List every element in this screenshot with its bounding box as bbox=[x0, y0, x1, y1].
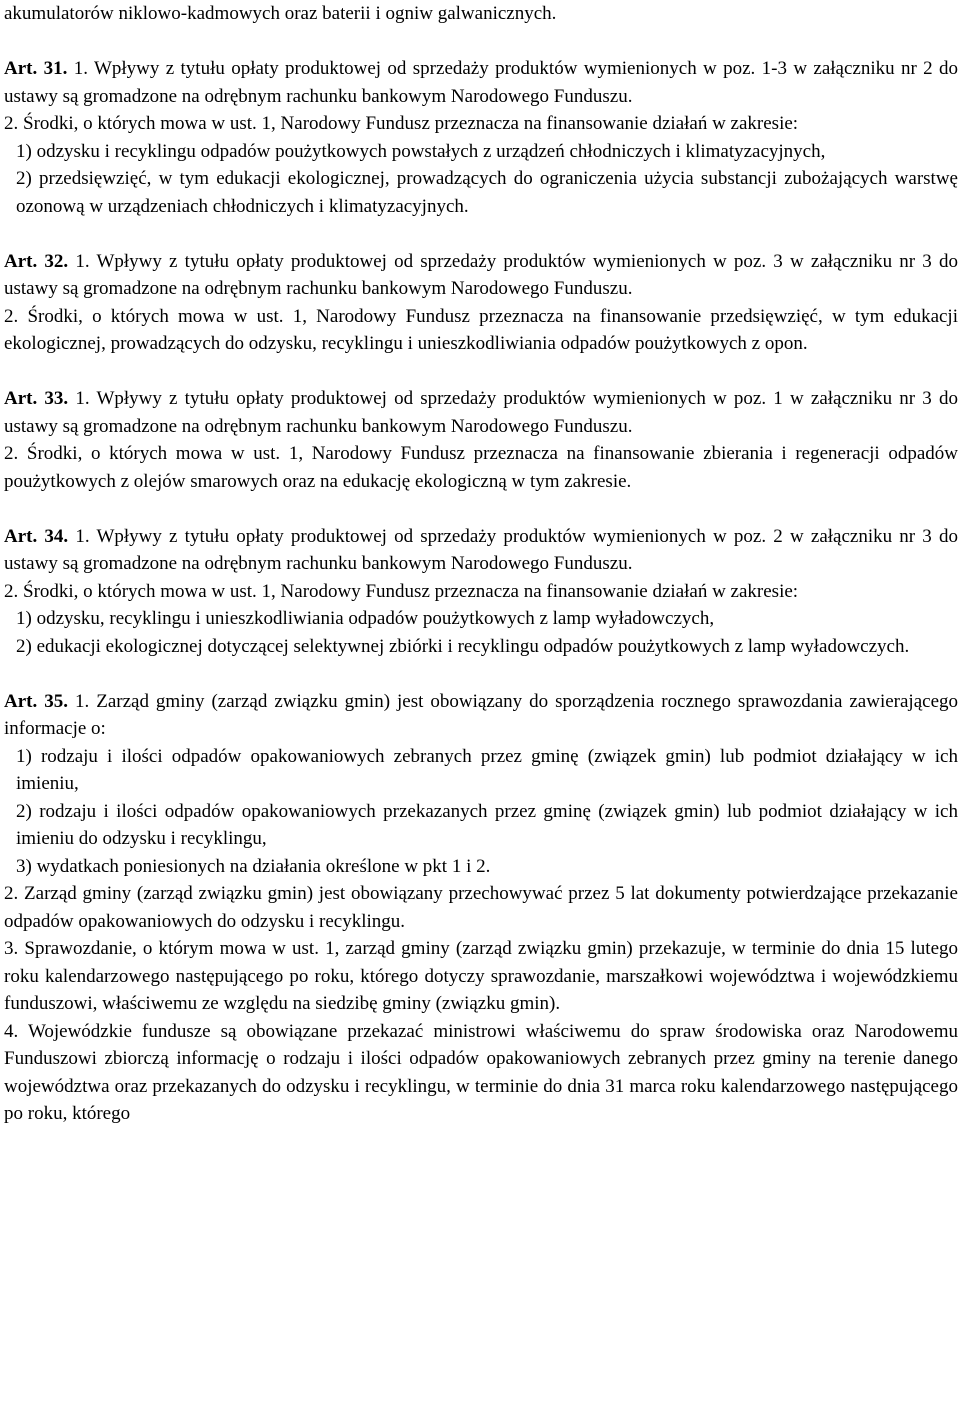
article-34-para-2: 2. Środki, o których mowa w ust. 1, Narodowy Fundusz przeznacza na finansowanie działań w zakresie: bbox=[4, 580, 799, 602]
article-31-para-2: 2. Środki, o których mowa w ust. 1, Narodowy Fundusz przeznacza na finansowanie działań w zakresie: bbox=[4, 113, 799, 134]
article-31-para-1-text: 1. Wpływy z tytułu opłaty produktowej od sprzedaży produktów wymienionych w poz. 1-3 w załączniku nr 2 do ustawy są gromadzone na odrębnym rachunku bankowym Narodowego Funduszu. bbox=[4, 58, 958, 107]
article-34-item-2: 2) edukacji ekologicznej dotyczącej selektywnej zbiórki i recyklingu odpadów poużytkowych z lamp wyładowczych. bbox=[16, 635, 910, 657]
continued-text: akumulatorów niklowo-kadmowych oraz baterii i ogniw galwanicznych. bbox=[4, 3, 557, 24]
article-35-item-3: 3) wydatkach poniesionych na działania określone w pkt 1 i 2. bbox=[16, 855, 491, 877]
article-32 bbox=[4, 248, 958, 358]
article-34-para-1-text: 1. Wpływy z tytułu opłaty produktowej od sprzedaży produktów wymienionych w poz. 2 w załączniku nr 3 do ustawy są gromadzone na odrębnym rachunku bankowym Narodowego Funduszu. bbox=[4, 525, 958, 574]
article-35-item-2: 2) rodzaju i ilości odpadów opakowaniowych przekazanych przez gminę (związek gmin) lub podmiot działający w ich imieniu do odzysku i recyklingu, bbox=[16, 800, 958, 849]
article-31-heading: Art. 31. bbox=[4, 58, 68, 79]
article-35 bbox=[4, 688, 958, 1128]
spacer bbox=[4, 358, 958, 386]
article-33-para-1 bbox=[4, 385, 958, 440]
article-31-item-1: 1) odzysku i recyklingu odpadów poużytkowych powstałych z urządzeń chłodniczych i klimatyzacyjnych, bbox=[16, 140, 826, 162]
article-35-para-2: 2. Zarząd gminy (zarząd związku gmin) jest obowiązany przechowywać przez 5 lat dokumenty potwierdzające przekazanie odpadów opakowaniowych do odzysku i recyklingu. bbox=[4, 883, 958, 932]
article-33-para-2: 2. Środki, o których mowa w ust. 1, Narodowy Fundusz przeznacza na finansowanie zbierania i regeneracji odpadów poużytkowych z olejów smarowych oraz na edukację ekologiczną w tym zakresie. bbox=[4, 443, 958, 492]
spacer bbox=[4, 495, 958, 523]
article-31-para-1 bbox=[4, 55, 958, 110]
article-35-item-1: 1) rodzaju i ilości odpadów opakowaniowych zebranych przez gminę (związek gmin) lub podmiot działający w ich imieniu, bbox=[16, 745, 958, 794]
article-34-item-1: 1) odzysku, recyklingu i unieszkodliwiania odpadów poużytkowych z lamp wyładowczych, bbox=[16, 608, 715, 629]
spacer bbox=[4, 660, 958, 688]
article-35-para-1-text: 1. Zarząd gminy (zarząd związku gmin) jest obowiązany do sporządzenia rocznego sprawozdania zawierającego informacje o: bbox=[4, 690, 959, 739]
article-32-heading: Art. 32. bbox=[4, 250, 69, 272]
spacer bbox=[4, 28, 958, 56]
article-35-para-1 bbox=[4, 688, 958, 743]
article-33-heading: Art. 33. bbox=[4, 388, 69, 409]
article-33 bbox=[4, 385, 958, 495]
article-35-para-3: 3. Sprawozdanie, o którym mowa w ust. 1, zarząd gminy (zarząd związku gmin) przekazuje, w terminie do dnia 15 lutego roku kalendarzowego następującego po roku, którego dotyczy sprawozdanie, marszałkowi województwa i wojewódzkiemu funduszowi, właściwemu ze względu na siedzibę gminy (związku gmin). bbox=[4, 938, 958, 1014]
article-32-para-1 bbox=[4, 248, 958, 303]
article-34 bbox=[4, 523, 958, 661]
article-31-item-2: 2) przedsięwzięć, w tym edukacji ekologicznej, prowadzących do ograniczenia użycia substancji zubożających warstwę ozonową w urządzeniach chłodniczych i klimatyzacyjnych. bbox=[16, 168, 958, 217]
article-31 bbox=[4, 55, 958, 220]
article-34-heading: Art. 34. bbox=[4, 525, 69, 547]
article-32-para-1-text: 1. Wpływy z tytułu opłaty produktowej od sprzedaży produktów wymienionych w poz. 3 w załączniku nr 3 do ustawy są gromadzone na odrębnym rachunku bankowym Narodowego Funduszu. bbox=[4, 250, 958, 299]
article-32-para-2: 2. Środki, o których mowa w ust. 1, Narodowy Fundusz przeznacza na finansowanie przedsięwzięć, w tym edukacji ekologicznej, prowadzących do odzysku, recyklingu i unieszkodliwiania odpadów poużytkowych z opon. bbox=[4, 305, 958, 354]
article-33-para-1-text: 1. Wpływy z tytułu opłaty produktowej od sprzedaży produktów wymienionych w poz. 1 w załączniku nr 3 do ustawy są gromadzone na odrębnym rachunku bankowym Narodowego Funduszu. bbox=[4, 388, 958, 437]
article-35-heading: Art. 35. bbox=[4, 690, 68, 712]
article-35-para-4: 4. Wojewódzkie fundusze są obowiązane przekazać ministrowi właściwemu do spraw środowiska oraz Narodowemu Funduszowi zbiorczą informację o rodzaju i ilości odpadów opakowaniowych zebranych przez gminy na terenie danego województwa oraz przekazanych do odzysku i recyklingu, w terminie do dnia 31 marca roku kalendarzowego następującego po roku, którego bbox=[4, 1020, 958, 1124]
article-34-para-1 bbox=[4, 523, 958, 578]
spacer bbox=[4, 220, 958, 248]
